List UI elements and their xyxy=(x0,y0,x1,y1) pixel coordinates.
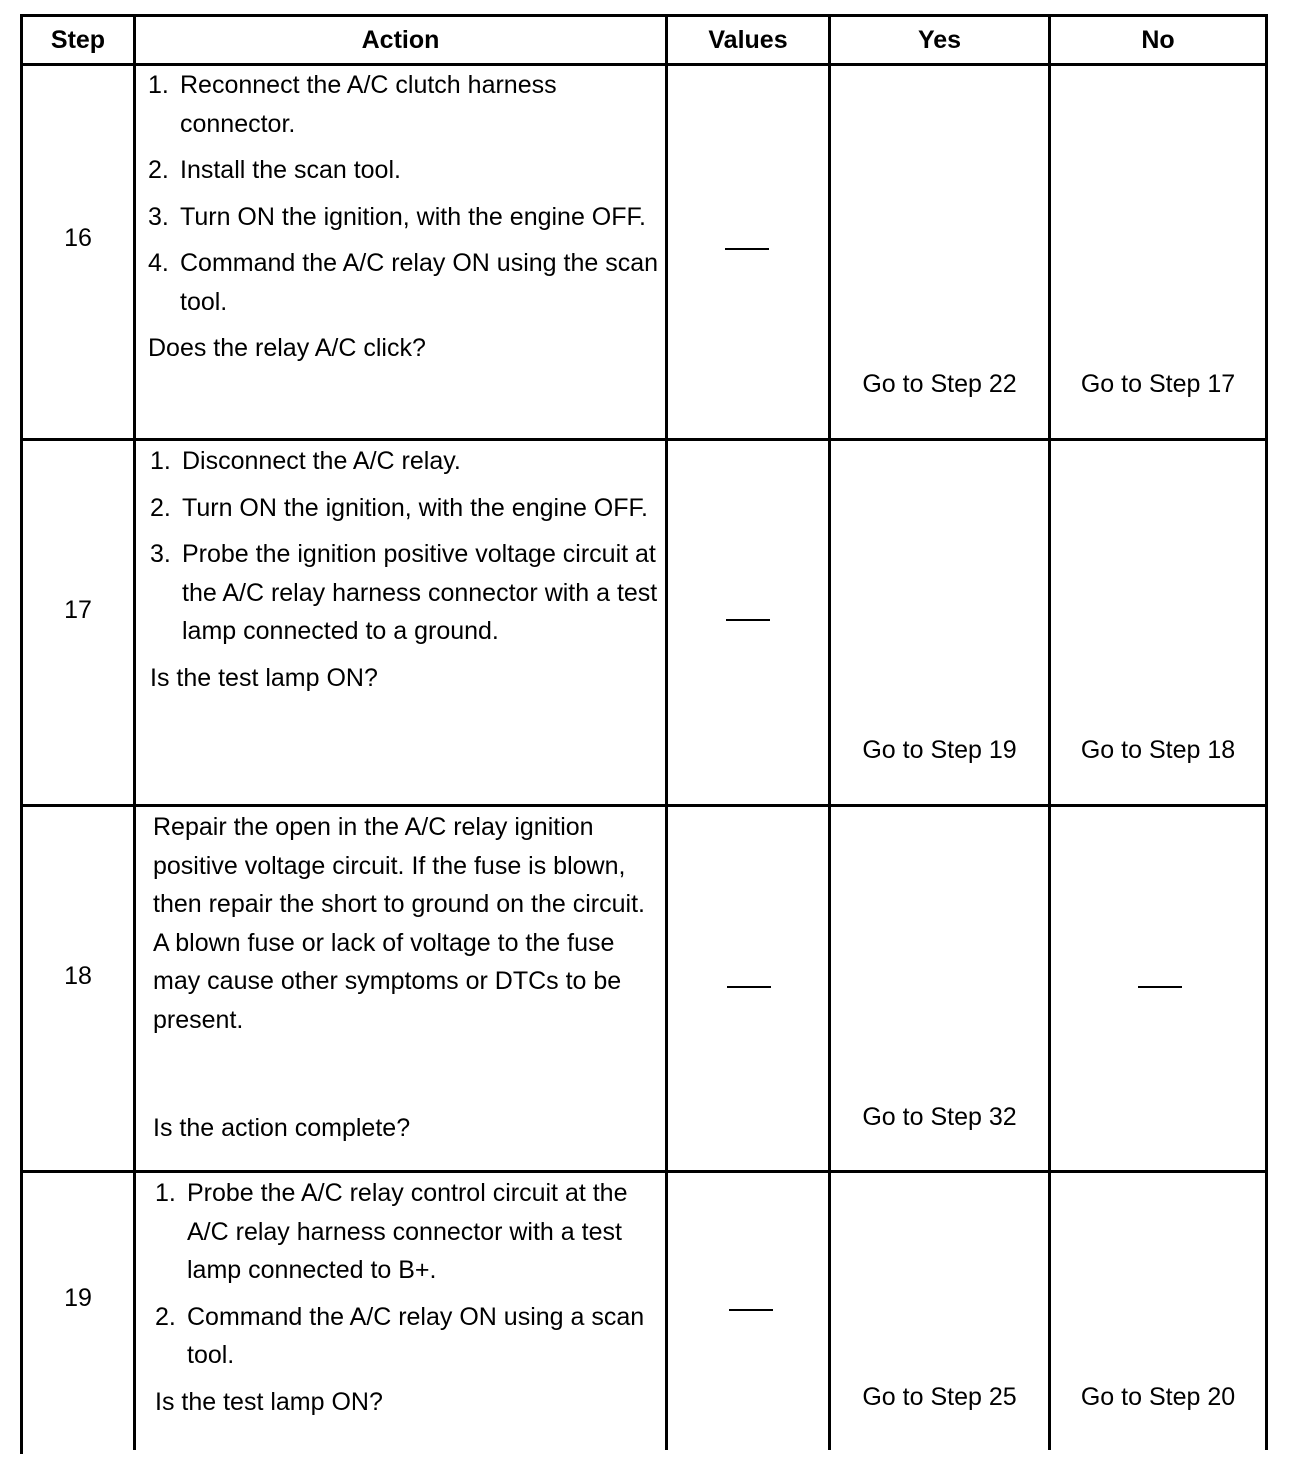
value-dash xyxy=(727,986,771,988)
value-dash xyxy=(729,1309,773,1311)
action-step: 2. Command the A/C relay ON using a scan tool. xyxy=(155,1302,645,1369)
header-action: Action xyxy=(361,26,440,54)
no-result: Go to Step 20 xyxy=(1080,1383,1236,1411)
action-step: 3. Turn ON the ignition, with the engine OFF. xyxy=(148,202,646,231)
action-question: Is the action complete? xyxy=(153,1114,411,1142)
action-paragraph: Repair the open in the A/C relay ignition positive voltage circuit. If the fuse is blown, then repair the short to ground on the circuit. A blown fuse or lack of voltage to the fuse may cause other symptoms or DTCs to be present. xyxy=(153,813,645,1034)
action-step: 1. Disconnect the A/C relay. xyxy=(150,447,461,475)
action-cell xyxy=(153,808,658,1148)
action-question: Is the test lamp ON? xyxy=(155,1387,383,1416)
row-divider xyxy=(20,1170,1268,1173)
row-divider xyxy=(20,438,1268,441)
action-question: Is the test lamp ON? xyxy=(150,663,378,692)
action-cell xyxy=(155,1174,660,1421)
no-result-dash xyxy=(1138,986,1182,988)
action-step: 1. Reconnect the A/C clutch harness connector. xyxy=(148,71,557,138)
column-divider xyxy=(133,14,136,1450)
step-number: 18 xyxy=(64,962,92,990)
header-no: No xyxy=(1141,26,1175,54)
column-divider xyxy=(1265,14,1268,1450)
row-divider xyxy=(20,804,1268,807)
column-divider xyxy=(1048,14,1051,1450)
step-number: 19 xyxy=(64,1284,92,1312)
action-step: 1. Probe the A/C relay control circuit at the A/C relay harness connector with a test lamp connected to B+. xyxy=(155,1179,628,1284)
value-dash xyxy=(725,248,769,250)
action-question: Does the relay A/C click? xyxy=(148,334,426,362)
header-step: Step xyxy=(50,26,106,54)
step-number: 17 xyxy=(64,596,92,624)
header-yes: Yes xyxy=(917,26,962,54)
action-step: 2. Install the scan tool. xyxy=(148,156,401,184)
no-result: Go to Step 17 xyxy=(1080,370,1236,398)
yes-result: Go to Step 25 xyxy=(862,1383,1017,1411)
yes-result: Go to Step 32 xyxy=(862,1103,1017,1131)
yes-result: Go to Step 22 xyxy=(862,370,1017,398)
step-number: 16 xyxy=(64,224,92,252)
action-cell xyxy=(150,442,660,697)
no-result: Go to Step 18 xyxy=(1080,736,1236,764)
action-step: 2. Turn ON the ignition, with the engine OFF. xyxy=(150,493,648,522)
value-dash xyxy=(726,619,770,621)
yes-result: Go to Step 19 xyxy=(862,736,1017,764)
action-step: 3. Probe the ignition positive voltage circuit at the A/C relay harness connector with a test lamp connected to a ground. xyxy=(150,540,658,645)
column-divider xyxy=(665,14,668,1450)
diagnostic-table xyxy=(20,14,1268,1454)
header-values: Values xyxy=(708,26,788,54)
action-cell xyxy=(148,66,658,368)
column-divider xyxy=(828,14,831,1450)
action-step: 4. Command the A/C relay ON using the scan tool. xyxy=(148,249,659,316)
